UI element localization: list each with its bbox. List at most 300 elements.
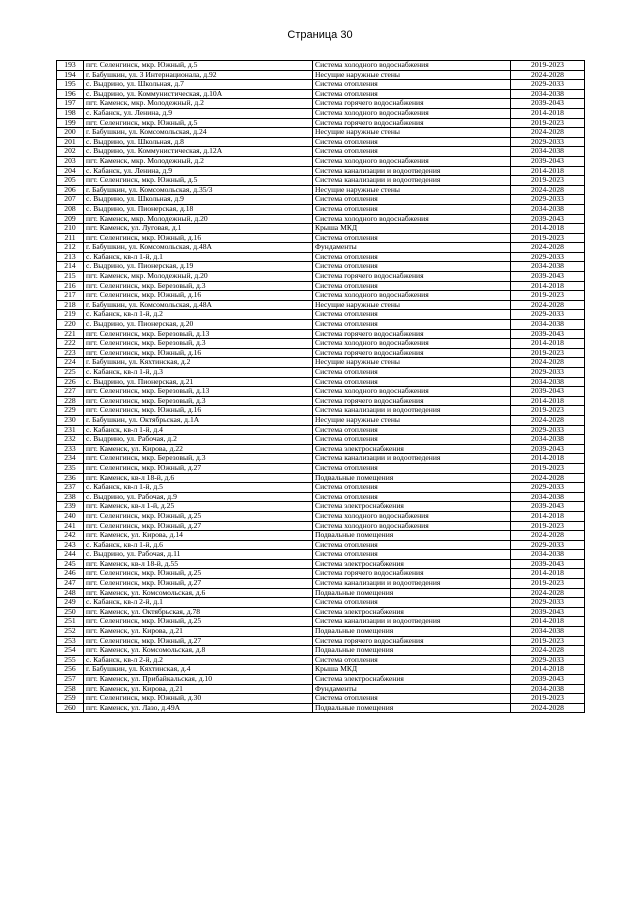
system-cell: Несущие наружные стены [313, 300, 511, 310]
table-row [57, 358, 585, 368]
system-cell: Система отопления [313, 425, 511, 435]
period-cell: 2029-2033 [511, 425, 585, 435]
address-cell: с. Выдрино, ул. Коммунистическая, д.10А [84, 89, 313, 99]
row-number-cell: 260 [57, 703, 84, 713]
table-row [57, 665, 585, 675]
system-cell: Система холодного водоснабжения [313, 521, 511, 531]
period-cell: 2014-2018 [511, 396, 585, 406]
system-cell: Несущие наружные стены [313, 128, 511, 138]
table-row [57, 387, 585, 397]
system-cell: Система отопления [313, 320, 511, 330]
table-row [57, 368, 585, 378]
table-row [57, 339, 585, 349]
row-number-cell: 198 [57, 108, 84, 118]
system-cell: Система холодного водоснабжения [313, 511, 511, 521]
address-cell: г. Бабушкин, ул. Кяхтинская, д.4 [84, 665, 313, 675]
row-number-cell: 239 [57, 502, 84, 512]
period-cell: 2029-2033 [511, 195, 585, 205]
period-cell: 2034-2038 [511, 627, 585, 637]
period-cell: 2014-2018 [511, 569, 585, 579]
table-row [57, 176, 585, 186]
row-number-cell: 237 [57, 483, 84, 493]
address-cell: пгт. Каменск, ул. Кирова, д.14 [84, 531, 313, 541]
address-cell: пгт. Селенгинск, мкр. Южный, д.25 [84, 511, 313, 521]
row-number-cell: 249 [57, 598, 84, 608]
period-cell: 2024-2028 [511, 531, 585, 541]
system-cell: Система отопления [313, 492, 511, 502]
period-cell: 2019-2023 [511, 61, 585, 71]
system-cell: Система холодного водоснабжения [313, 291, 511, 301]
system-cell: Система канализации и водоотведения [313, 579, 511, 589]
row-number-cell: 218 [57, 300, 84, 310]
address-cell: с. Выдрино, ул. Пионерская, д.19 [84, 262, 313, 272]
system-cell: Система электроснабжения [313, 675, 511, 685]
row-number-cell: 224 [57, 358, 84, 368]
system-cell: Система отопления [313, 483, 511, 493]
table-row [57, 636, 585, 646]
system-cell: Система горячего водоснабжения [313, 118, 511, 128]
address-cell: пгт. Селенгинск, мкр. Южный, д.27 [84, 636, 313, 646]
row-number-cell: 211 [57, 233, 84, 243]
table-row [57, 329, 585, 339]
table-row [57, 195, 585, 205]
system-cell: Система отопления [313, 80, 511, 90]
address-cell: с. Кабанск, кв-л 1-й, д.3 [84, 368, 313, 378]
period-cell: 2034-2038 [511, 492, 585, 502]
row-number-cell: 214 [57, 262, 84, 272]
table-row [57, 540, 585, 550]
system-cell: Несущие наружные стены [313, 415, 511, 425]
system-cell: Фундаменты [313, 243, 511, 253]
address-cell: с. Выдрино, ул. Школьная, д.7 [84, 80, 313, 90]
row-number-cell: 212 [57, 243, 84, 253]
period-cell: 2029-2033 [511, 137, 585, 147]
period-cell: 2024-2028 [511, 473, 585, 483]
system-cell: Система отопления [313, 137, 511, 147]
address-cell: пгт. Каменск, мкр. Молодежный, д.2 [84, 99, 313, 109]
table-row [57, 243, 585, 253]
address-cell: с. Кабанск, кв-л 1-й, д.4 [84, 425, 313, 435]
period-cell: 2029-2033 [511, 252, 585, 262]
address-cell: с. Кабанск, кв-л 1-й, д.6 [84, 540, 313, 550]
table-row [57, 185, 585, 195]
table-row [57, 396, 585, 406]
table-row [57, 694, 585, 704]
table-row [57, 281, 585, 291]
period-cell: 2019-2023 [511, 521, 585, 531]
table-row [57, 550, 585, 560]
row-number-cell: 254 [57, 646, 84, 656]
system-cell: Система горячего водоснабжения [313, 329, 511, 339]
table-row [57, 108, 585, 118]
address-cell: г. Бабушкин, ул. Октябрьская, д.1А [84, 415, 313, 425]
period-cell: 2039-2043 [511, 607, 585, 617]
system-cell: Система отопления [313, 377, 511, 387]
period-cell: 2039-2043 [511, 444, 585, 454]
system-cell: Система электроснабжения [313, 607, 511, 617]
address-cell: пгт. Селенгинск, мкр. Южный, д.27 [84, 579, 313, 589]
system-cell: Система горячего водоснабжения [313, 396, 511, 406]
period-cell: 2034-2038 [511, 320, 585, 330]
system-cell: Система отопления [313, 368, 511, 378]
table-row [57, 406, 585, 416]
table-row [57, 646, 585, 656]
period-cell: 2019-2023 [511, 406, 585, 416]
address-cell: пгт. Селенгинск, мкр. Березовый, д.3 [84, 339, 313, 349]
row-number-cell: 257 [57, 675, 84, 685]
table-row [57, 137, 585, 147]
system-cell: Система канализации и водоотведения [313, 166, 511, 176]
system-cell: Подвальные помещения [313, 646, 511, 656]
row-number-cell: 242 [57, 531, 84, 541]
row-number-cell: 256 [57, 665, 84, 675]
system-cell: Несущие наружные стены [313, 358, 511, 368]
system-cell: Система холодного водоснабжения [313, 387, 511, 397]
table-row [57, 684, 585, 694]
table-row [57, 588, 585, 598]
address-cell: пгт. Каменск, ул. Комсомольская, д.6 [84, 588, 313, 598]
period-cell: 2039-2043 [511, 99, 585, 109]
period-cell: 2014-2018 [511, 665, 585, 675]
table-row [57, 483, 585, 493]
period-cell: 2039-2043 [511, 272, 585, 282]
address-cell: пгт. Каменск, мкр. Молодежный, д.2 [84, 156, 313, 166]
period-cell: 2034-2038 [511, 550, 585, 560]
system-cell: Система электроснабжения [313, 502, 511, 512]
period-cell: 2024-2028 [511, 646, 585, 656]
system-cell: Система отопления [313, 540, 511, 550]
table-row [57, 272, 585, 282]
row-number-cell: 222 [57, 339, 84, 349]
system-cell: Система отопления [313, 233, 511, 243]
address-cell: с. Кабанск, кв-л 1-й, д.5 [84, 483, 313, 493]
period-cell: 2024-2028 [511, 70, 585, 80]
row-number-cell: 210 [57, 224, 84, 234]
row-number-cell: 251 [57, 617, 84, 627]
row-number-cell: 235 [57, 463, 84, 473]
row-number-cell: 248 [57, 588, 84, 598]
address-cell: г. Бабушкин, ул. Комсомольская, д.48А [84, 300, 313, 310]
address-cell: г. Бабушкин, ул. Комсомольская, д.48А [84, 243, 313, 253]
table-row [57, 166, 585, 176]
row-number-cell: 232 [57, 435, 84, 445]
address-cell: с. Выдрино, ул. Рабочая, д.2 [84, 435, 313, 445]
table-row [57, 675, 585, 685]
row-number-cell: 258 [57, 684, 84, 694]
period-cell: 2019-2023 [511, 694, 585, 704]
system-cell: Система отопления [313, 310, 511, 320]
address-cell: пгт. Каменск, кв-л 18-й, д.55 [84, 559, 313, 569]
system-cell: Система отопления [313, 147, 511, 157]
row-number-cell: 193 [57, 61, 84, 71]
system-cell: Несущие наружные стены [313, 70, 511, 80]
row-number-cell: 245 [57, 559, 84, 569]
address-cell: пгт. Каменск, ул. Комсомольская, д.8 [84, 646, 313, 656]
row-number-cell: 215 [57, 272, 84, 282]
system-cell: Система отопления [313, 262, 511, 272]
row-number-cell: 241 [57, 521, 84, 531]
row-number-cell: 209 [57, 214, 84, 224]
table-row [57, 147, 585, 157]
system-cell: Система холодного водоснабжения [313, 61, 511, 71]
address-cell: пгт. Селенгинск, мкр. Южный, д.30 [84, 694, 313, 704]
address-cell: с. Выдрино, ул. Школьная, д.8 [84, 137, 313, 147]
row-number-cell: 227 [57, 387, 84, 397]
period-cell: 2029-2033 [511, 368, 585, 378]
period-cell: 2039-2043 [511, 214, 585, 224]
system-cell: Крыша МКД [313, 224, 511, 234]
system-cell: Система отопления [313, 204, 511, 214]
address-cell: пгт. Каменск, ул. Луговая, д.1 [84, 224, 313, 234]
system-cell: Система канализации и водоотведения [313, 176, 511, 186]
row-number-cell: 253 [57, 636, 84, 646]
period-cell: 2039-2043 [511, 329, 585, 339]
system-cell: Система отопления [313, 435, 511, 445]
table-row [57, 320, 585, 330]
row-number-cell: 219 [57, 310, 84, 320]
system-cell: Система канализации и водоотведения [313, 406, 511, 416]
period-cell: 2019-2023 [511, 579, 585, 589]
system-cell: Система холодного водоснабжения [313, 339, 511, 349]
period-cell: 2019-2023 [511, 176, 585, 186]
table-row [57, 521, 585, 531]
row-number-cell: 204 [57, 166, 84, 176]
table-row [57, 607, 585, 617]
table-row [57, 598, 585, 608]
row-number-cell: 199 [57, 118, 84, 128]
period-cell: 2019-2023 [511, 463, 585, 473]
address-cell: с. Выдрино, ул. Коммунистическая, д.12А [84, 147, 313, 157]
period-cell: 2019-2023 [511, 348, 585, 358]
period-cell: 2034-2038 [511, 684, 585, 694]
system-cell: Система отопления [313, 655, 511, 665]
system-cell: Система горячего водоснабжения [313, 99, 511, 109]
system-cell: Подвальные помещения [313, 473, 511, 483]
address-cell: пгт. Каменск, ул. Лазо, д.49А [84, 703, 313, 713]
row-number-cell: 205 [57, 176, 84, 186]
address-cell: с. Выдрино, ул. Пионерская, д.18 [84, 204, 313, 214]
system-cell: Система горячего водоснабжения [313, 636, 511, 646]
address-cell: пгт. Селенгинск, мкр. Южный, д.5 [84, 176, 313, 186]
address-cell: с. Кабанск, ул. Ленина, д.9 [84, 166, 313, 176]
address-cell: пгт. Каменск, ул. Прибайкальская, д.10 [84, 675, 313, 685]
table-row [57, 214, 585, 224]
table-row [57, 473, 585, 483]
address-cell: пгт. Каменск, кв-л 1-й, д.25 [84, 502, 313, 512]
table-row [57, 627, 585, 637]
system-cell: Подвальные помещения [313, 703, 511, 713]
address-cell: пгт. Селенгинск, мкр. Березовый, д.3 [84, 396, 313, 406]
system-cell: Несущие наружные стены [313, 185, 511, 195]
row-number-cell: 194 [57, 70, 84, 80]
table-row [57, 233, 585, 243]
row-number-cell: 203 [57, 156, 84, 166]
address-cell: пгт. Селенгинск, мкр. Березовый, д.13 [84, 387, 313, 397]
table-row [57, 435, 585, 445]
address-cell: пгт. Каменск, кв-л 18-й, д.6 [84, 473, 313, 483]
address-cell: с. Выдрино, ул. Пионерская, д.21 [84, 377, 313, 387]
row-number-cell: 226 [57, 377, 84, 387]
row-number-cell: 213 [57, 252, 84, 262]
table-row [57, 262, 585, 272]
period-cell: 2024-2028 [511, 415, 585, 425]
period-cell: 2014-2018 [511, 511, 585, 521]
period-cell: 2039-2043 [511, 387, 585, 397]
row-number-cell: 231 [57, 425, 84, 435]
system-cell: Система холодного водоснабжения [313, 156, 511, 166]
row-number-cell: 206 [57, 185, 84, 195]
table-row [57, 502, 585, 512]
row-number-cell: 250 [57, 607, 84, 617]
row-number-cell: 201 [57, 137, 84, 147]
table-row [57, 252, 585, 262]
address-cell: с. Выдрино, ул. Рабочая, д.11 [84, 550, 313, 560]
system-cell: Система отопления [313, 252, 511, 262]
table-row [57, 61, 585, 71]
table-row [57, 156, 585, 166]
table-row [57, 617, 585, 627]
period-cell: 2034-2038 [511, 89, 585, 99]
period-cell: 2034-2038 [511, 147, 585, 157]
period-cell: 2024-2028 [511, 300, 585, 310]
period-cell: 2024-2028 [511, 243, 585, 253]
system-cell: Система холодного водоснабжения [313, 108, 511, 118]
period-cell: 2029-2033 [511, 655, 585, 665]
address-cell: пгт. Селенгинск, мкр. Южный, д.5 [84, 118, 313, 128]
row-number-cell: 243 [57, 540, 84, 550]
system-cell: Система отопления [313, 89, 511, 99]
period-cell: 2019-2023 [511, 636, 585, 646]
address-cell: пгт. Каменск, ул. Октябрьская, д.78 [84, 607, 313, 617]
system-cell: Система горячего водоснабжения [313, 272, 511, 282]
period-cell: 2029-2033 [511, 310, 585, 320]
table-row [57, 531, 585, 541]
table-row [57, 128, 585, 138]
system-cell: Крыша МКД [313, 665, 511, 675]
row-number-cell: 216 [57, 281, 84, 291]
period-cell: 2039-2043 [511, 559, 585, 569]
address-cell: пгт. Каменск, ул. Кирова, д.21 [84, 627, 313, 637]
address-cell: г. Бабушкин, ул. Комсомольская, д.24 [84, 128, 313, 138]
table-row [57, 80, 585, 90]
period-cell: 2014-2018 [511, 339, 585, 349]
period-cell: 2029-2033 [511, 483, 585, 493]
table-row [57, 99, 585, 109]
period-cell: 2019-2023 [511, 233, 585, 243]
address-cell: с. Кабанск, кв-л 2-й, д.2 [84, 655, 313, 665]
row-number-cell: 238 [57, 492, 84, 502]
row-number-cell: 236 [57, 473, 84, 483]
period-cell: 2014-2018 [511, 166, 585, 176]
period-cell: 2029-2033 [511, 540, 585, 550]
row-number-cell: 200 [57, 128, 84, 138]
period-cell: 2024-2028 [511, 588, 585, 598]
address-cell: пгт. Селенгинск, мкр. Южный, д.16 [84, 291, 313, 301]
table-row [57, 204, 585, 214]
period-cell: 2014-2018 [511, 224, 585, 234]
table-row [57, 118, 585, 128]
table-row [57, 569, 585, 579]
system-cell: Подвальные помещения [313, 531, 511, 541]
table-row [57, 511, 585, 521]
registry-table-body [57, 61, 585, 713]
row-number-cell: 197 [57, 99, 84, 109]
page-title: Страница 30 [287, 29, 353, 41]
system-cell: Подвальные помещения [313, 588, 511, 598]
table-row [57, 415, 585, 425]
address-cell: пгт. Селенгинск, мкр. Южный, д.27 [84, 521, 313, 531]
table-row [57, 444, 585, 454]
address-cell: пгт. Каменск, ул. Кирова, д.21 [84, 684, 313, 694]
table-row [57, 291, 585, 301]
system-cell: Фундаменты [313, 684, 511, 694]
row-number-cell: 259 [57, 694, 84, 704]
row-number-cell: 195 [57, 80, 84, 90]
period-cell: 2014-2018 [511, 617, 585, 627]
address-cell: пгт. Селенгинск, мкр. Березовый, д.3 [84, 281, 313, 291]
address-cell: пгт. Селенгинск, мкр. Южный, д.25 [84, 617, 313, 627]
system-cell: Система горячего водоснабжения [313, 348, 511, 358]
table-row [57, 559, 585, 569]
table-row [57, 348, 585, 358]
period-cell: 2024-2028 [511, 128, 585, 138]
address-cell: пгт. Селенгинск, мкр. Южный, д.16 [84, 233, 313, 243]
address-cell: пгт. Селенгинск, мкр. Южный, д.16 [84, 406, 313, 416]
system-cell: Система электроснабжения [313, 559, 511, 569]
address-cell: с. Кабанск, кв-л 2-й, д.1 [84, 598, 313, 608]
address-cell: пгт. Каменск, мкр. Молодежный, д.20 [84, 214, 313, 224]
address-cell: г. Бабушкин, ул. Комсомольская, д.35/3 [84, 185, 313, 195]
table-row [57, 310, 585, 320]
address-cell: с. Кабанск, кв-л 1-й, д.2 [84, 310, 313, 320]
period-cell: 2029-2033 [511, 598, 585, 608]
period-cell: 2019-2023 [511, 291, 585, 301]
system-cell: Система отопления [313, 598, 511, 608]
period-cell: 2014-2018 [511, 108, 585, 118]
system-cell: Система отопления [313, 550, 511, 560]
table-row [57, 454, 585, 464]
row-number-cell: 221 [57, 329, 84, 339]
period-cell: 2014-2018 [511, 281, 585, 291]
period-cell: 2014-2018 [511, 454, 585, 464]
period-cell: 2034-2038 [511, 435, 585, 445]
address-cell: г. Бабушкин, ул. 3 Интернационала, д.92 [84, 70, 313, 80]
table-row [57, 425, 585, 435]
row-number-cell: 255 [57, 655, 84, 665]
row-number-cell: 247 [57, 579, 84, 589]
row-number-cell: 240 [57, 511, 84, 521]
period-cell: 2039-2043 [511, 156, 585, 166]
row-number-cell: 244 [57, 550, 84, 560]
system-cell: Подвальные помещения [313, 627, 511, 637]
address-cell: с. Выдрино, ул. Рабочая, д.9 [84, 492, 313, 502]
table-row [57, 224, 585, 234]
system-cell: Система горячего водоснабжения [313, 569, 511, 579]
period-cell: 2034-2038 [511, 262, 585, 272]
table-row [57, 300, 585, 310]
row-number-cell: 202 [57, 147, 84, 157]
row-number-cell: 196 [57, 89, 84, 99]
row-number-cell: 220 [57, 320, 84, 330]
system-cell: Система холодного водоснабжения [313, 214, 511, 224]
system-cell: Система отопления [313, 463, 511, 473]
system-cell: Система отопления [313, 694, 511, 704]
registry-table [56, 60, 585, 713]
address-cell: пгт. Селенгинск, мкр. Южный, д.25 [84, 569, 313, 579]
table-row [57, 579, 585, 589]
address-cell: пгт. Селенгинск, мкр. Южный, д.5 [84, 61, 313, 71]
period-cell: 2019-2023 [511, 118, 585, 128]
